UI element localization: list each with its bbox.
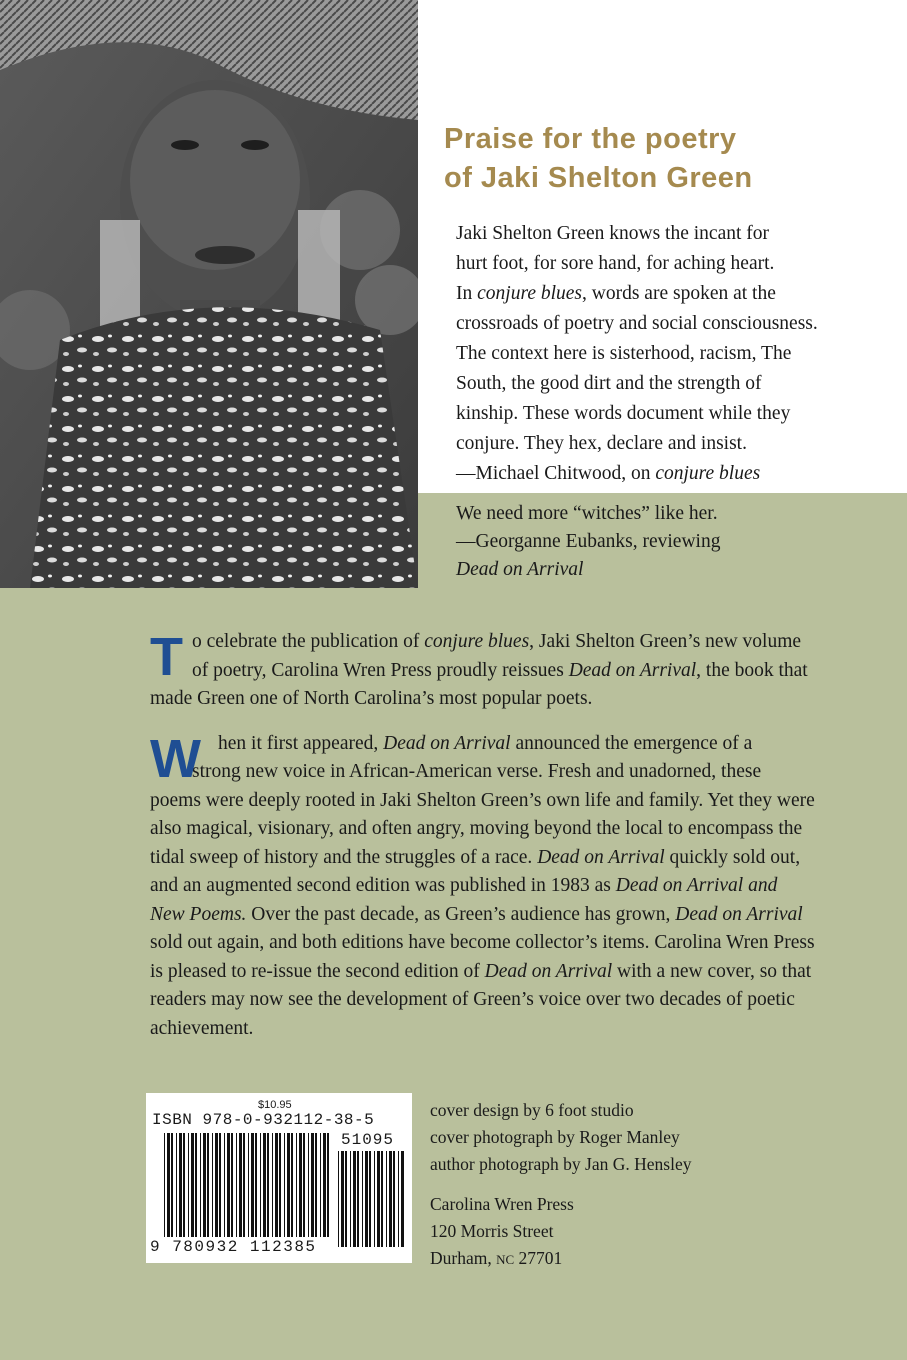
barcode-bar [243,1133,245,1237]
p1-text: of poetry, Carolina Wren Press proudly reissues [192,659,569,681]
quote1-line: South, the good dirt and the strength of [456,373,762,394]
barcode-bar [323,1133,326,1237]
quote1-line: Jaki Shelton Green knows the incant for [456,223,770,244]
barcode-bar [231,1133,233,1237]
barcode-bar [350,1151,351,1247]
paragraph-1 [150,628,870,714]
praise-heading [444,120,884,198]
p2-line [150,901,870,930]
p2-text: announced the emergence of a [510,732,753,754]
barcode-bar [377,1151,380,1247]
p2-text: and an augmented second edition was published in 1983 as [150,875,616,896]
quote1-line: conjure. They hex, declare and insist. [456,433,747,454]
publisher-address [430,1191,850,1273]
paragraph-2 [150,730,870,1044]
barcode-bar [362,1151,363,1247]
city-text: Durham, [430,1248,497,1268]
p2-line: achievement. [150,1017,254,1039]
eubanks-quote [456,500,876,584]
barcode-bar [374,1151,375,1247]
barcode-bar [212,1133,213,1237]
barcode-bar [345,1151,347,1247]
cover-credits [430,1097,850,1178]
quote1-text: , words are spoken at the [582,283,776,304]
barcode-bar [287,1133,290,1237]
attribution-title: conjure blues [655,463,761,484]
quote1-title: conjure blues [477,283,583,304]
p2-line [150,958,870,987]
p2-line: strong new voice in African-American verse. Fresh and unadorned, these [192,761,762,782]
quote1-line: crossroads of poetry and social consciousness. [456,313,818,334]
barcode-bar [171,1133,173,1237]
barcode-bar [398,1151,399,1247]
p2-line: poems were deeply rooted in Jaki Shelton Green’s own life and family. Yet they were [150,789,815,811]
barcode-bar [179,1133,182,1237]
quote1-text: In [456,283,478,304]
barcode-bar [203,1133,206,1237]
p2-line: sold out again, and both editions have become collector’s items. Carolina Wren Press [150,932,815,953]
barcode-bar [381,1151,383,1247]
quote2-attribution: —Georganne Eubanks, reviewing [456,531,721,552]
barcode-bar [291,1133,293,1237]
barcode-bar [215,1133,218,1237]
barcode-bar [272,1133,273,1237]
book-description [150,628,870,1059]
author-photo [0,0,418,588]
p2-text: hen it first appeared, [218,732,384,754]
p2-title: Dead on Arrival and [615,875,778,896]
barcode-bar [284,1133,285,1237]
author-photo-image [0,0,418,588]
barcode-bar [279,1133,281,1237]
dropcap-t: T [150,627,183,687]
publisher-street: 120 Morris Street [430,1221,554,1241]
barcode-bar [176,1133,177,1237]
price-addon-bars [338,1151,406,1247]
barcode-bar [236,1133,237,1237]
barcode-bar [219,1133,221,1237]
barcode-bar [308,1133,309,1237]
isbn-barcode [146,1093,412,1263]
p2-text: is pleased to re-issue the second edition of [150,960,485,982]
p2-line: also magical, visionary, and often angry, moving beyond the local to encompass the [150,818,803,839]
praise-heading-line2: of Jaki Shelton Green [444,162,753,194]
p2-title: Dead on Arrival [675,903,803,925]
barcode-bar [164,1133,165,1237]
barcode-bar [299,1133,302,1237]
barcode-bar [296,1133,297,1237]
p1-text: , the book that [696,659,808,681]
barcode-bar [167,1133,170,1237]
price-label: $10.95 [258,1099,292,1111]
barcode-bar [275,1133,278,1237]
barcode-bar [353,1151,356,1247]
quote2-line: We need more “witches” like her. [456,503,718,524]
quote1-line: kinship. These words document while they [456,403,791,424]
p2-text: with a new cover, so that [612,960,812,982]
quote1-attribution [456,459,896,489]
quote1-line: The context here is sisterhood, racism, The [456,343,792,364]
p2-text: Over the past decade, as Green’s audience has grown, [246,903,676,925]
barcode-bar [251,1133,254,1237]
barcode-bar [188,1133,189,1237]
p2-title: Dead on Arrival [383,732,511,754]
p2-line [150,872,870,901]
barcode-bar [303,1133,305,1237]
dropcap-w: W [150,728,201,789]
barcode-bar [224,1133,225,1237]
author-photo-credit: author photograph by Jan G. Hensley [430,1154,692,1174]
barcode-bar [365,1151,368,1247]
state-text: NC [496,1252,515,1267]
barcode-bar [183,1133,185,1237]
cover-photo-credit: cover photograph by Roger Manley [430,1127,680,1147]
p2-text: quickly sold out, [664,846,801,868]
ean-digits: 9 780932 112385 [150,1238,317,1256]
p1-text: , Jaki Shelton Green’s new volume [529,631,802,652]
barcode-bar [341,1151,344,1247]
publisher-city [430,1245,850,1273]
price-code: 51095 [341,1131,395,1149]
p2-title: Dead on Arrival [484,960,613,982]
barcode-bar [327,1133,329,1237]
barcode-bar [260,1133,261,1237]
barcode-bar [369,1151,371,1247]
p1-line [150,657,870,686]
attribution-text: —Michael Chitwood, on [456,463,656,484]
barcode-bar [267,1133,269,1237]
p2-text: tidal sweep of history and the struggles of a race. [150,846,538,868]
quote2-title-line [456,556,876,584]
chitwood-quote [456,219,896,489]
barcode-bar [200,1133,201,1237]
p2-title: New Poems. [150,903,247,925]
praise-heading-line1: Praise for the poetry [444,123,737,155]
quote2-title: Dead on Arrival [456,559,584,580]
barcode-bar [207,1133,209,1237]
quote1-line: hurt foot, for sore hand, for aching heart. [456,253,775,274]
barcode-bar [255,1133,257,1237]
p2-line [150,844,870,873]
p1-line [150,628,870,657]
barcode-bar [195,1133,197,1237]
p2-title: Dead on Arrival [537,846,665,868]
p1-title: Dead on Arrival [568,659,697,681]
quote1-line [456,279,896,309]
barcode-bar [401,1151,404,1247]
barcode-bar [239,1133,242,1237]
p1-title: conjure blues [424,631,530,652]
barcode-bar [191,1133,194,1237]
barcode-bar [311,1133,314,1237]
barcode-bar [393,1151,395,1247]
barcode-bar [338,1151,339,1247]
ean-bars [164,1133,332,1237]
isbn-number: ISBN 978-0-932112-38-5 [152,1111,375,1129]
p2-line: readers may now see the development of Green’s voice over two decades of poetic [150,989,795,1010]
barcode-bar [357,1151,359,1247]
barcode-bar [315,1133,317,1237]
barcode-bar [227,1133,230,1237]
barcode-bar [386,1151,387,1247]
barcode-bar [389,1151,392,1247]
publisher-name: Carolina Wren Press [430,1194,574,1214]
p1-text: o celebrate the publication of [192,631,425,652]
p2-line [150,730,870,759]
design-credit: cover design by 6 foot studio [430,1100,634,1120]
barcode-bar [263,1133,266,1237]
barcode-bar [320,1133,321,1237]
zip-text: 27701 [514,1248,563,1268]
barcode-bar [248,1133,249,1237]
p1-line: made Green one of North Carolina’s most popular poets. [150,688,593,709]
